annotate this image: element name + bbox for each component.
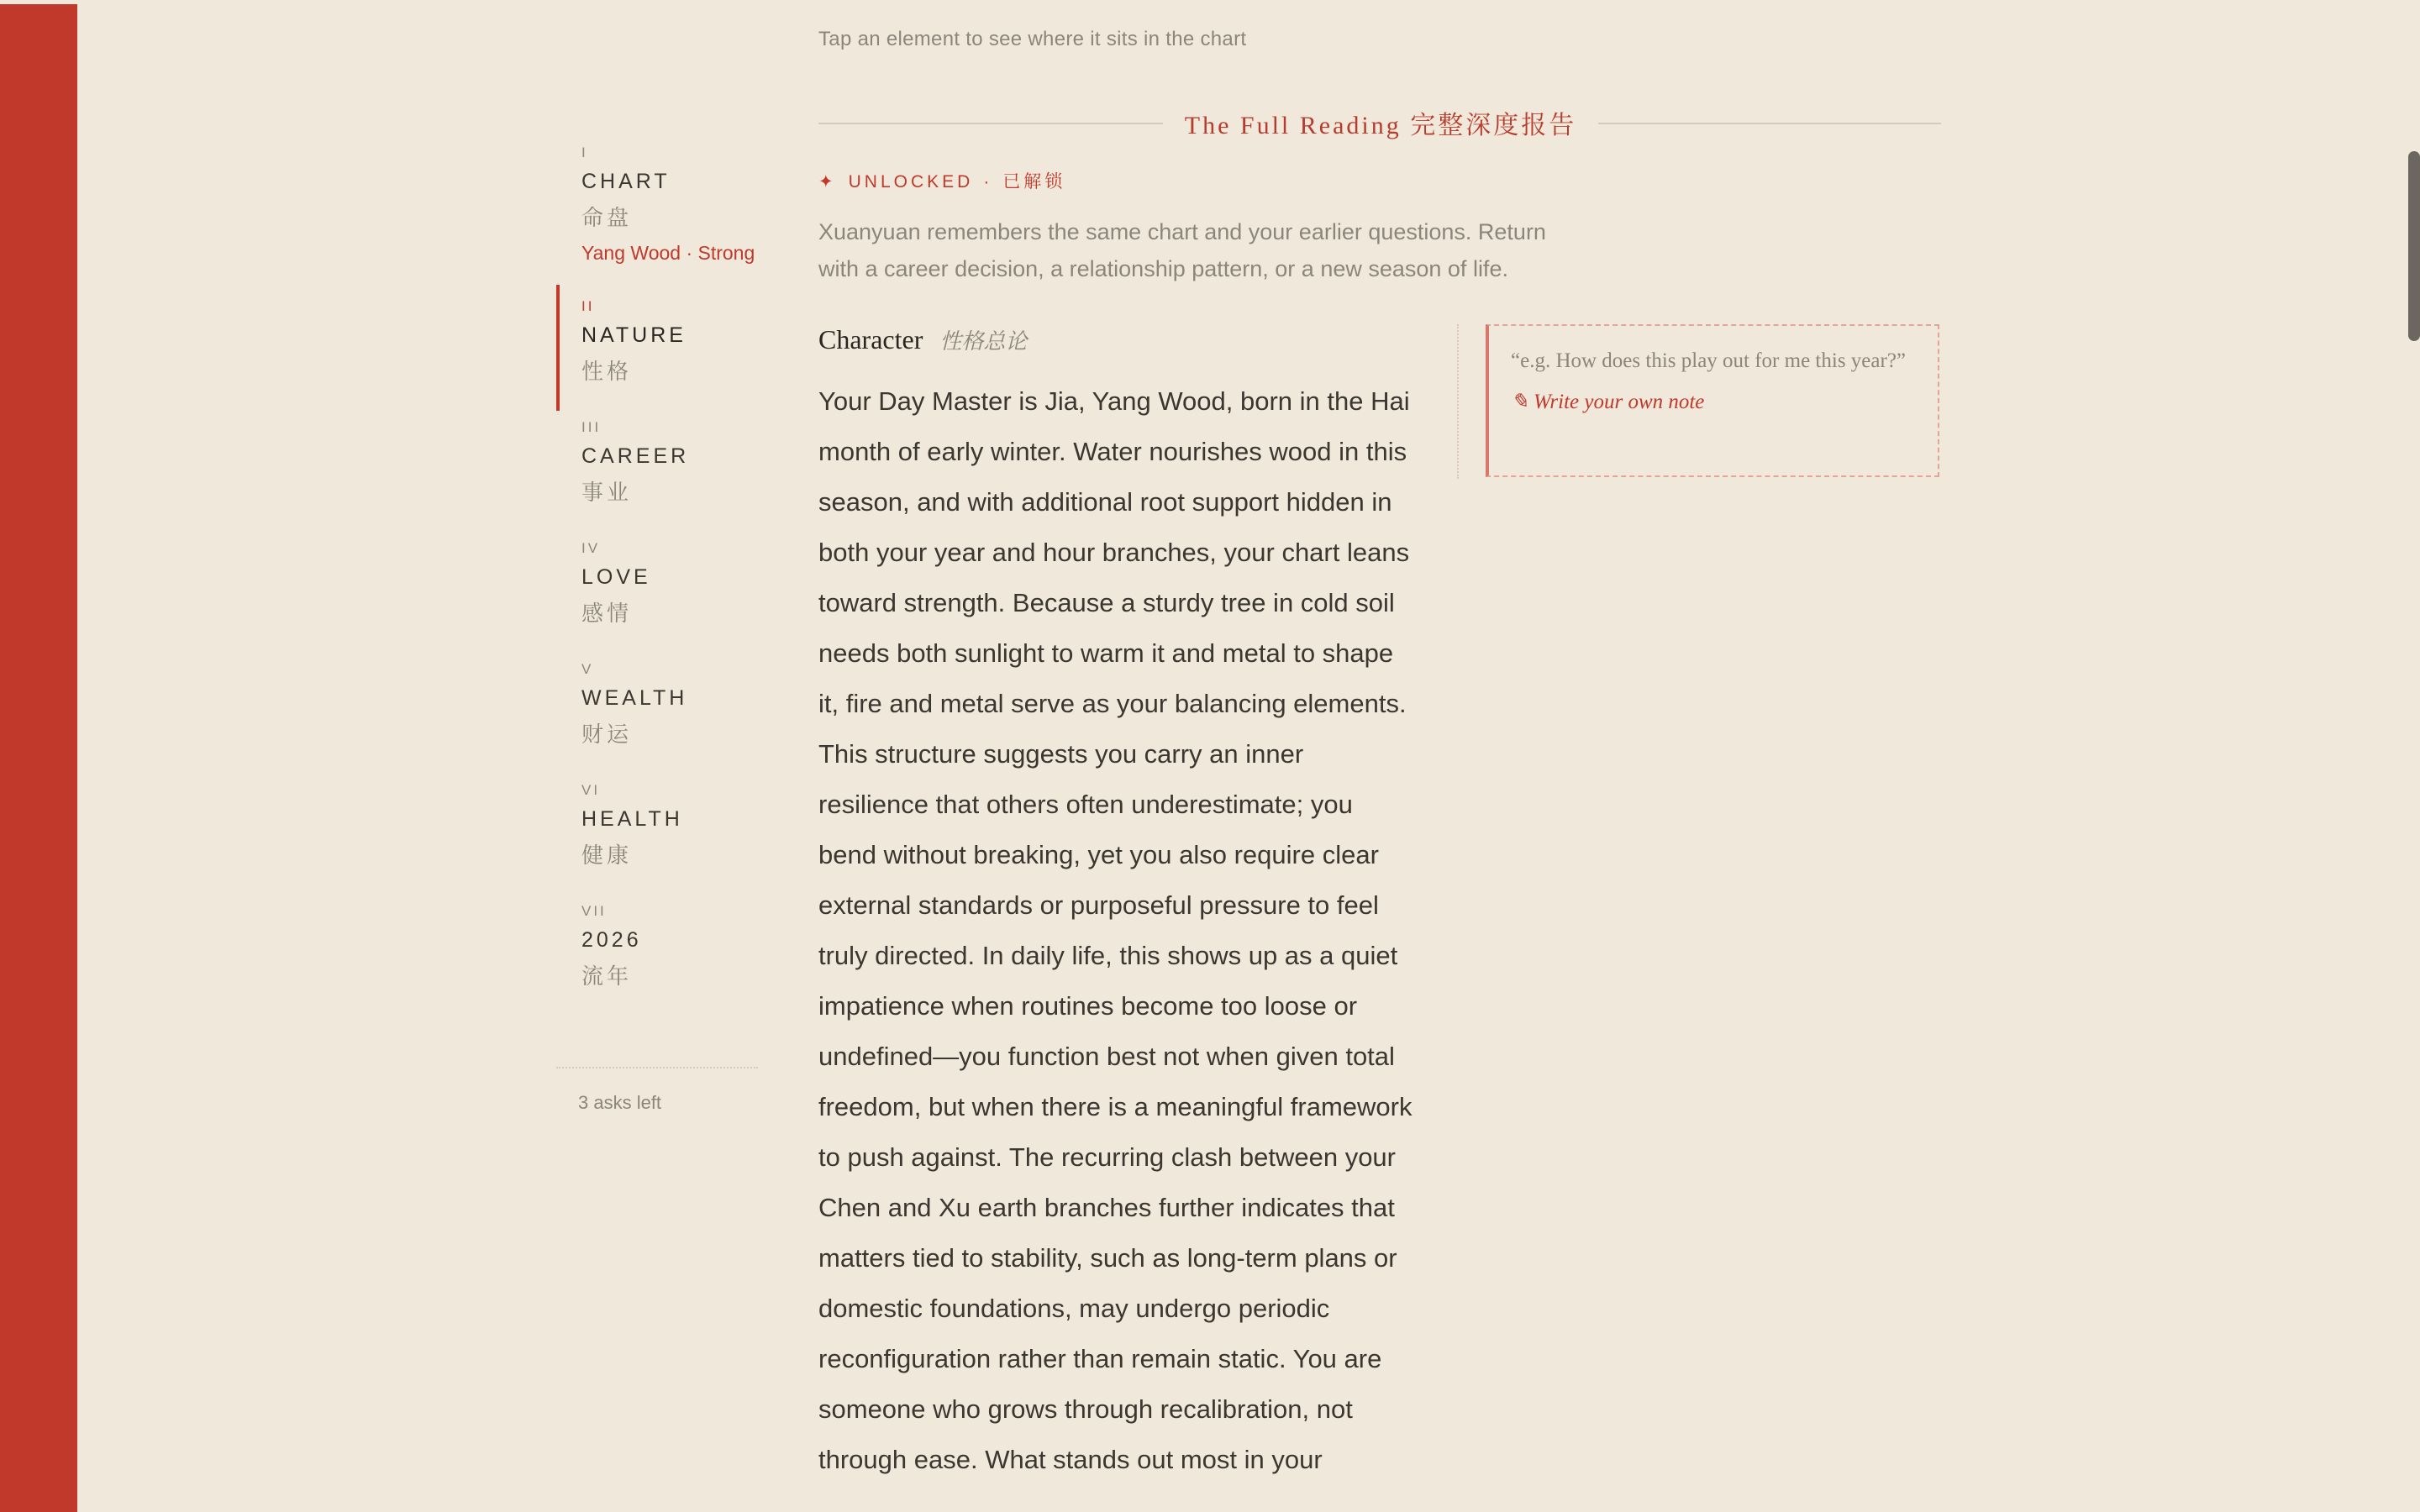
write-note-button[interactable] (1511, 389, 1916, 414)
section-nav (556, 144, 758, 1024)
nav-label: CAREER (581, 444, 690, 468)
unlocked-label: UNLOCKED (848, 172, 974, 192)
badge-separator: · (983, 172, 993, 192)
nav-divider (556, 1067, 758, 1068)
nav-label-zh: 命盘 (581, 205, 633, 230)
section-subtitle: 性格总论 (939, 329, 1028, 354)
pencil-icon: ✎ (1511, 391, 1528, 413)
nav-number: VI (581, 782, 601, 798)
nav-label-zh: 流年 (581, 963, 633, 989)
nav-label-zh: 事业 (581, 480, 633, 505)
header-rule-right (1598, 123, 1941, 124)
nav-label-zh: 感情 (581, 601, 633, 626)
unlocked-label-zh: 已解锁 (1002, 172, 1066, 192)
chart-hint: Tap an element to see where it sits in the chart (818, 28, 1247, 50)
nav-item-nature[interactable] (556, 298, 758, 386)
unlocked-badge (818, 168, 1065, 193)
note-placeholder: “e.g. How does this play out for me this year?” (1511, 349, 1907, 372)
nav-item-career[interactable] (556, 419, 758, 507)
header-rule-left (818, 123, 1163, 124)
nav-item-2026[interactable] (556, 903, 758, 990)
nav-item-chart[interactable] (556, 144, 758, 265)
scrollbar-thumb[interactable] (2408, 151, 2420, 341)
nav-label-zh: 健康 (581, 843, 633, 868)
nav-number: VII (581, 903, 607, 919)
asks-left-counter: 3 asks left (578, 1092, 662, 1113)
nav-label: NATURE (581, 323, 687, 347)
note-card[interactable] (1486, 324, 1939, 477)
left-accent-band (0, 4, 77, 1512)
star-icon: ✦ (818, 172, 837, 192)
nav-number: I (581, 144, 588, 160)
nav-item-love[interactable] (556, 540, 758, 627)
nav-item-health[interactable] (556, 782, 758, 869)
nav-label: WEALTH (581, 686, 688, 710)
section-title: Character (818, 324, 923, 354)
nav-label-zh: 性格 (581, 359, 633, 384)
note-divider (1457, 324, 1459, 479)
nav-number: IV (581, 540, 601, 556)
full-reading-title: The Full Reading 完整深度报告 (1184, 112, 1577, 139)
reading-intro: Xuanyuan remembers the same chart and your earlier questions. Return with a career decision, a relationship pattern, or a new season of life. (818, 219, 1546, 281)
nav-number: II (581, 298, 595, 314)
nav-item-wealth[interactable] (556, 661, 758, 748)
nav-label: HEALTH (581, 807, 683, 831)
nav-number: V (581, 661, 594, 677)
nav-label-zh: 财运 (581, 722, 633, 747)
character-body-text: Your Day Master is Jia, Yang Wood, born in the Hai month of early winter. Water nourishes wood in this season, and with additional root support hidden in both your year and hour branches, your chart leans toward strength. Because a sturdy tree in cold soil needs both sunlight to warm it and metal to shape it, fire and metal serve as your balancing elements. This structure suggests you carry an inner resilience that others often underestimate; you bend without breaking, yet you also require clear external standards or purposeful pressure to feel truly directed. In daily life, this shows up as a quiet impatience when routines become too loose or undefined—you function best not when given total freedom, but when there is a meaningful framework to push against. The recurring clash between your Chen and Xu earth branches further indicates that matters tied to stability, such as long-term plans or domestic foundations, may undergo periodic reconfiguration rather than remain static. You are someone who grows through recalibration, not through ease. What stands out most in your (818, 386, 1413, 1474)
nav-label: 2026 (581, 928, 642, 952)
nav-label: LOVE (581, 565, 651, 589)
write-note-label: Write your own note (1533, 391, 1705, 413)
nav-label: CHART (581, 170, 671, 193)
nav-number: III (581, 419, 602, 435)
chart-summary: Yang Wood · Strong (581, 242, 755, 264)
character-heading (818, 324, 1027, 355)
